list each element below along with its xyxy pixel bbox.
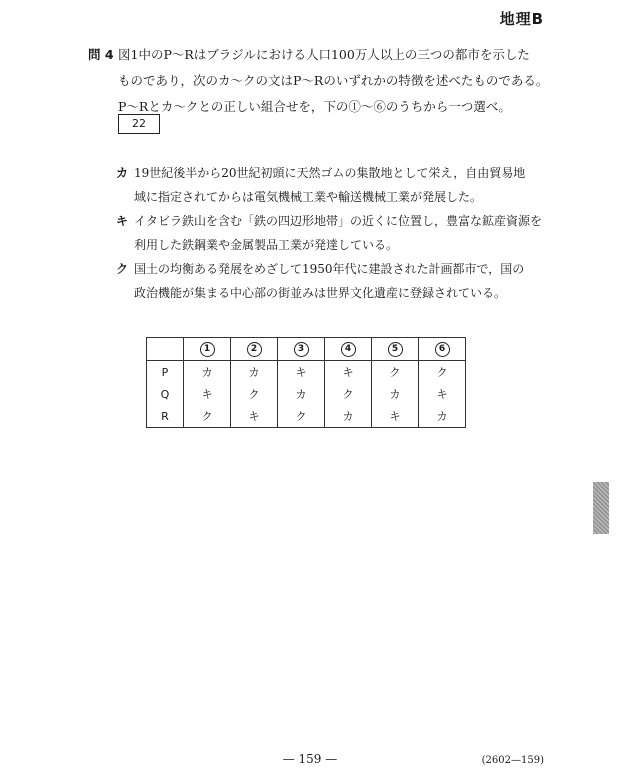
option-header: 3 bbox=[278, 338, 325, 361]
subject-title: 地理B bbox=[499, 10, 544, 28]
question-line-2: ものであり，次のカ～クの文はP～Rのいずれかの特徴を述べたものである。 bbox=[118, 73, 549, 88]
choice-ku bbox=[116, 257, 556, 305]
table-cell: カ bbox=[325, 405, 372, 428]
option-header: 5 bbox=[372, 338, 419, 361]
table-cell: キ bbox=[325, 361, 372, 384]
option-header: 4 bbox=[325, 338, 372, 361]
table-cell: カ bbox=[419, 405, 466, 428]
question-line-3: P～Rとカ～クとの正しい組合せを，下の①～⑥のうちから一つ選べ。 bbox=[118, 99, 511, 114]
choice-mark: キ bbox=[116, 214, 129, 228]
choice-text-line2: 政治機能が集まる中心部の街並みは世界文化遺産に登録されている。 bbox=[134, 286, 507, 300]
table-cell: キ bbox=[278, 361, 325, 384]
table-cell: カ bbox=[184, 361, 231, 384]
option-header: 1 bbox=[184, 338, 231, 361]
page-number: — 159 — bbox=[282, 752, 338, 766]
choice-text-line2: 域に指定されてからは電気機械工業や輸送機械工業が発展した。 bbox=[134, 190, 483, 204]
table-corner bbox=[147, 338, 184, 361]
row-label: R bbox=[147, 405, 184, 428]
choice-list bbox=[116, 161, 556, 305]
choice-ka bbox=[116, 161, 556, 209]
table-row bbox=[147, 405, 466, 428]
combination-table bbox=[146, 337, 466, 428]
answer-box[interactable]: 22 bbox=[118, 114, 160, 134]
table-cell: ク bbox=[372, 361, 419, 384]
table-cell: ク bbox=[278, 405, 325, 428]
choice-text-line1: 19世紀後半から20世紀初頭に天然ゴムの集散地として栄え，自由貿易地 bbox=[134, 166, 526, 180]
row-label: P bbox=[147, 361, 184, 384]
table-row bbox=[147, 383, 466, 405]
table-cell: キ bbox=[419, 383, 466, 405]
option-header: 6 bbox=[419, 338, 466, 361]
table-cell: キ bbox=[231, 405, 278, 428]
choice-text-line1: イタビラ鉄山を含む「鉄の四辺形地帯」の近くに位置し，豊富な鉱産資源を bbox=[134, 214, 543, 228]
side-index-tab bbox=[593, 482, 609, 534]
question-label: 問 4 bbox=[88, 47, 114, 62]
table-cell: カ bbox=[231, 361, 278, 384]
table-cell: ク bbox=[325, 383, 372, 405]
choice-mark: カ bbox=[116, 166, 129, 180]
table-row bbox=[147, 361, 466, 384]
question-block bbox=[88, 42, 558, 120]
table-cell: カ bbox=[278, 383, 325, 405]
choice-text-line2: 利用した鉄鋼業や金属製品工業が発達している。 bbox=[134, 238, 399, 252]
choice-mark: ク bbox=[116, 262, 129, 276]
question-line-1: 図1中のP～Rはブラジルにおける人口100万人以上の三つの都市を示した bbox=[118, 47, 530, 62]
table-cell: キ bbox=[372, 405, 419, 428]
row-label: Q bbox=[147, 383, 184, 405]
choice-ki bbox=[116, 209, 556, 257]
choice-text-line1: 国土の均衡ある発展をめざして1950年代に建設された計画都市で，国の bbox=[134, 262, 525, 276]
option-header: 2 bbox=[231, 338, 278, 361]
table-cell: ク bbox=[231, 383, 278, 405]
table-cell: ク bbox=[184, 405, 231, 428]
table-cell: キ bbox=[184, 383, 231, 405]
exam-code: (2602—159) bbox=[481, 755, 544, 766]
table-cell: カ bbox=[372, 383, 419, 405]
table-cell: ク bbox=[419, 361, 466, 384]
